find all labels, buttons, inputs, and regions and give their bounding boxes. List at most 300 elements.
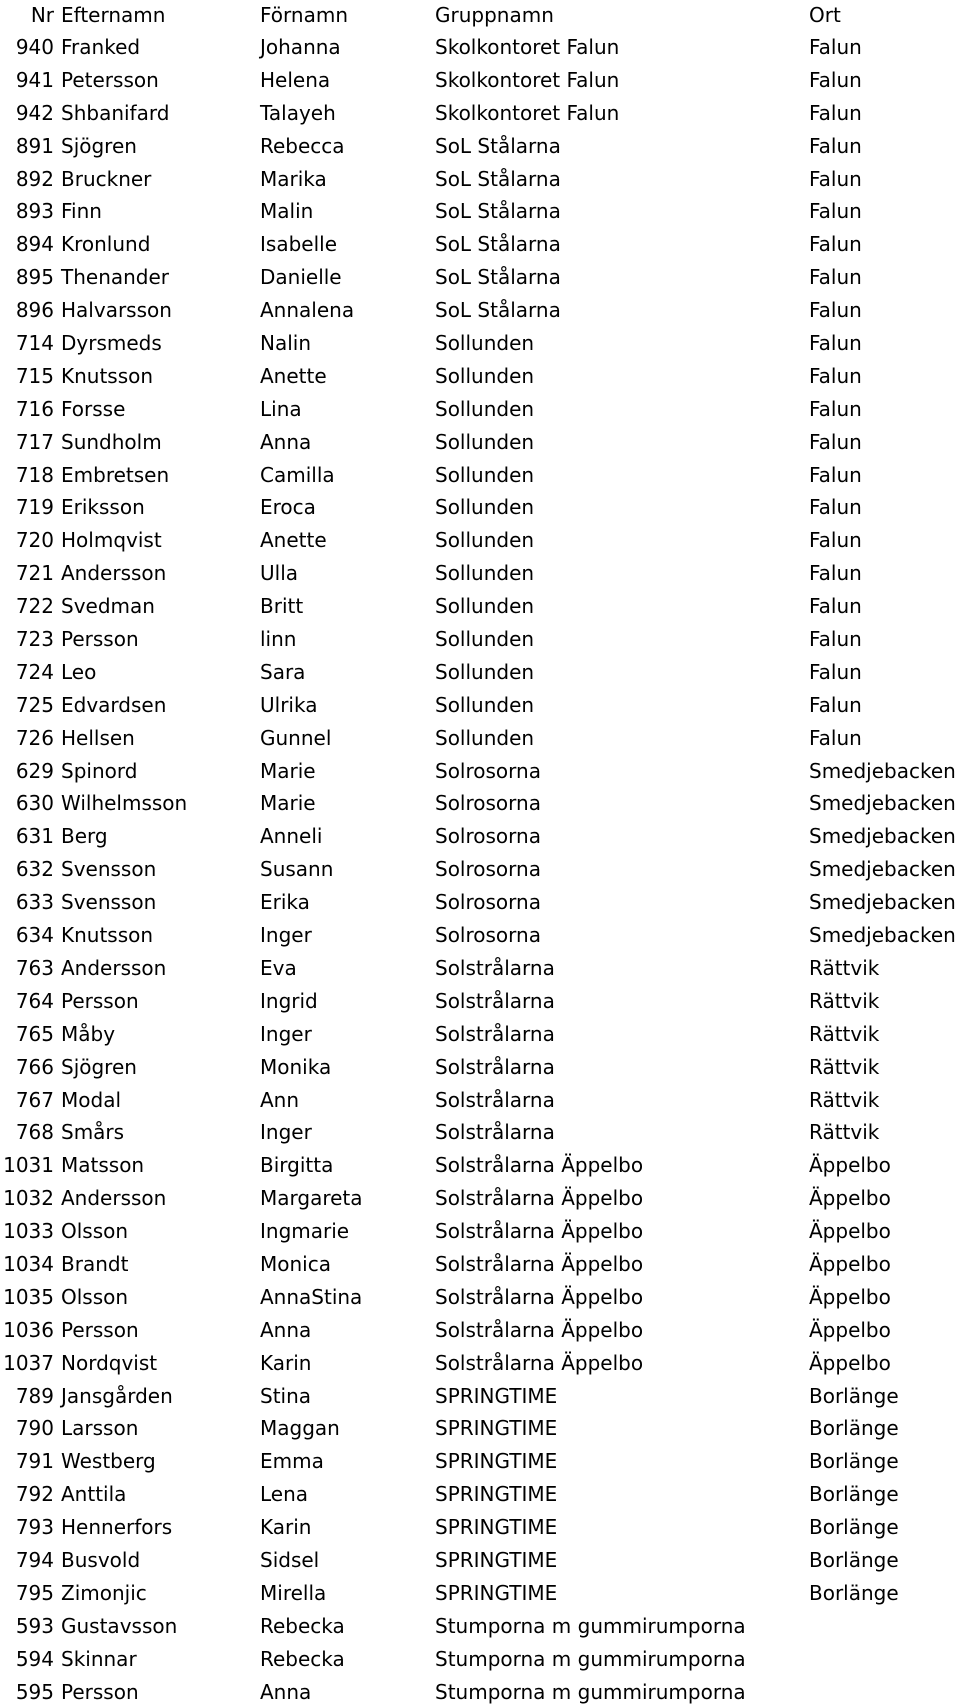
cell-fornamn: Inger <box>260 1120 312 1145</box>
cell-gruppnamn: Solstrålarna <box>435 1087 555 1112</box>
table-row <box>0 623 960 656</box>
cell-gruppnamn: SPRINGTIME <box>435 1482 558 1507</box>
cell-gruppnamn: SPRINGTIME <box>435 1416 558 1441</box>
cell-ort: Äppelbo <box>809 1284 891 1309</box>
cell-gruppnamn: Solstrålarna Äppelbo <box>435 1350 644 1375</box>
cell-efternamn: Busvold <box>61 1547 141 1572</box>
cell-ort: Äppelbo <box>809 1317 891 1342</box>
cell-fornamn: Eroca <box>260 495 316 520</box>
cell-ort: Rättvik <box>809 1021 880 1046</box>
cell-nr: 720 <box>15 528 54 553</box>
table-row <box>0 1281 960 1314</box>
table-row <box>0 722 960 755</box>
cell-nr: 941 <box>15 67 54 92</box>
cell-gruppnamn: Solstrålarna Äppelbo <box>435 1219 644 1244</box>
cell-efternamn: Persson <box>61 1679 139 1704</box>
cell-fornamn: Rebecka <box>260 1646 345 1671</box>
cell-fornamn: Lina <box>260 396 302 421</box>
cell-gruppnamn: Sollunden <box>435 561 535 586</box>
cell-nr: 723 <box>15 627 54 652</box>
cell-fornamn: Karin <box>260 1350 312 1375</box>
cell-fornamn: Johanna <box>260 35 341 59</box>
cell-ort: Äppelbo <box>809 1251 891 1276</box>
cell-ort: Rättvik <box>809 955 880 980</box>
cell-ort: Falun <box>809 133 862 158</box>
table-row <box>0 590 960 623</box>
cell-fornamn: linn <box>260 627 297 652</box>
cell-ort: Äppelbo <box>809 1186 891 1211</box>
cell-nr: 633 <box>15 890 54 915</box>
cell-gruppnamn: Solstrålarna Äppelbo <box>435 1186 644 1211</box>
cell-ort: Falun <box>809 495 862 520</box>
table-row <box>0 557 960 590</box>
cell-nr: 1036 <box>3 1317 54 1342</box>
cell-fornamn: Isabelle <box>260 232 337 257</box>
cell-gruppnamn: SoL Stålarna <box>435 232 561 257</box>
table-row <box>0 294 960 327</box>
table-row <box>0 886 960 919</box>
cell-fornamn: Eva <box>260 955 297 980</box>
table-row <box>0 1643 960 1676</box>
cell-efternamn: Zimonjic <box>61 1580 147 1605</box>
cell-nr: 716 <box>15 396 54 421</box>
cell-gruppnamn: SPRINGTIME <box>435 1547 558 1572</box>
table-row <box>0 261 960 294</box>
cell-efternamn: Svensson <box>61 857 157 882</box>
cell-ort: Borlänge <box>809 1416 899 1441</box>
cell-fornamn: Erika <box>260 890 310 915</box>
table-row <box>0 1116 960 1149</box>
cell-gruppnamn: Skolkontoret Falun <box>435 100 620 125</box>
cell-gruppnamn: Solstrålarna <box>435 988 555 1013</box>
cell-ort: Falun <box>809 692 862 717</box>
cell-fornamn: Maggan <box>260 1416 340 1441</box>
cell-gruppnamn: Solrosorna <box>435 923 541 948</box>
cell-gruppnamn: Sollunden <box>435 363 535 388</box>
cell-nr: 722 <box>15 594 54 619</box>
cell-gruppnamn: SPRINGTIME <box>435 1580 558 1605</box>
table-row <box>0 459 960 492</box>
cell-fornamn: Ulla <box>260 561 299 586</box>
cell-fornamn: Rebecka <box>260 1613 345 1638</box>
cell-fornamn: Camilla <box>260 462 335 487</box>
cell-fornamn: Britt <box>260 594 304 619</box>
cell-ort: Falun <box>809 429 862 454</box>
cell-nr: 1033 <box>3 1219 54 1244</box>
cell-nr: 634 <box>15 923 54 948</box>
cell-gruppnamn: Skolkontoret Falun <box>435 67 620 92</box>
cell-efternamn: Persson <box>61 988 139 1013</box>
table-row <box>0 787 960 820</box>
cell-efternamn: Forsse <box>61 396 126 421</box>
header-nr: Nr <box>30 3 54 27</box>
cell-efternamn: Holmqvist <box>61 528 162 553</box>
cell-nr: 717 <box>15 429 54 454</box>
table-row <box>0 1248 960 1281</box>
cell-gruppnamn: Solstrålarna <box>435 955 555 980</box>
cell-nr: 724 <box>15 659 54 684</box>
cell-nr: 768 <box>15 1120 54 1145</box>
cell-fornamn: AnnaStina <box>260 1284 363 1309</box>
table-row <box>0 853 960 886</box>
cell-gruppnamn: Sollunden <box>435 331 535 356</box>
cell-efternamn: Spinord <box>61 758 138 783</box>
cell-fornamn: Sidsel <box>260 1547 320 1572</box>
cell-efternamn: Westberg <box>61 1449 156 1474</box>
cell-efternamn: Franked <box>61 35 141 59</box>
cell-efternamn: Matsson <box>61 1153 145 1178</box>
cell-fornamn: Mirella <box>260 1580 327 1605</box>
cell-nr: 1034 <box>3 1251 54 1276</box>
cell-efternamn: Olsson <box>61 1219 129 1244</box>
cell-gruppnamn: Solstrålarna Äppelbo <box>435 1317 644 1342</box>
cell-nr: 594 <box>15 1646 54 1671</box>
cell-efternamn: Sundholm <box>61 429 162 454</box>
cell-ort: Falun <box>809 199 862 224</box>
cell-fornamn: Annalena <box>260 298 355 323</box>
cell-fornamn: Anna <box>260 429 312 454</box>
cell-gruppnamn: Solrosorna <box>435 791 541 816</box>
cell-fornamn: Birgitta <box>260 1153 334 1178</box>
cell-ort: Smedjebacken <box>809 791 956 816</box>
cell-fornamn: Emma <box>260 1449 324 1474</box>
cell-nr: 942 <box>15 100 54 125</box>
cell-gruppnamn: Solstrålarna <box>435 1054 555 1079</box>
cell-efternamn: Sjögren <box>61 1054 137 1079</box>
cell-efternamn: Edvardsen <box>61 692 167 717</box>
cell-efternamn: Wilhelmsson <box>61 791 188 816</box>
cell-nr: 765 <box>15 1021 54 1046</box>
cell-nr: 1031 <box>3 1153 54 1178</box>
table-row <box>0 919 960 952</box>
cell-nr: 893 <box>15 199 54 224</box>
cell-efternamn: Persson <box>61 1317 139 1342</box>
cell-ort: Falun <box>809 166 862 191</box>
cell-ort: Falun <box>809 659 862 684</box>
cell-fornamn: Susann <box>260 857 334 882</box>
table-row <box>0 426 960 459</box>
cell-efternamn: Eriksson <box>61 495 145 520</box>
cell-ort: Smedjebacken <box>809 890 956 915</box>
cell-ort: Rättvik <box>809 988 880 1013</box>
cell-fornamn: Anneli <box>260 824 323 849</box>
cell-gruppnamn: SoL Stålarna <box>435 298 561 323</box>
cell-ort: Äppelbo <box>809 1350 891 1375</box>
cell-fornamn: Malin <box>260 199 314 224</box>
table-row <box>0 31 960 64</box>
cell-efternamn: Hennerfors <box>61 1515 173 1540</box>
table-row <box>0 1314 960 1347</box>
cell-gruppnamn: Solrosorna <box>435 890 541 915</box>
cell-efternamn: Halvarsson <box>61 298 172 323</box>
cell-ort: Smedjebacken <box>809 923 956 948</box>
table-row <box>0 1478 960 1511</box>
table-row <box>0 1511 960 1544</box>
cell-gruppnamn: Sollunden <box>435 495 535 520</box>
cell-efternamn: Svensson <box>61 890 157 915</box>
cell-fornamn: Inger <box>260 1021 312 1046</box>
cell-nr: 794 <box>15 1547 54 1572</box>
cell-gruppnamn: Sollunden <box>435 429 535 454</box>
cell-ort: Smedjebacken <box>809 857 956 882</box>
cell-fornamn: Marie <box>260 791 316 816</box>
cell-efternamn: Kronlund <box>61 232 151 257</box>
cell-fornamn: Helena <box>260 67 331 92</box>
cell-efternamn: Andersson <box>61 955 167 980</box>
cell-efternamn: Bruckner <box>61 166 152 191</box>
cell-ort: Borlänge <box>809 1515 899 1540</box>
cell-gruppnamn: Sollunden <box>435 725 535 750</box>
table-row <box>0 656 960 689</box>
cell-fornamn: Margareta <box>260 1186 363 1211</box>
cell-nr: 791 <box>15 1449 54 1474</box>
cell-ort: Rättvik <box>809 1087 880 1112</box>
cell-efternamn: Andersson <box>61 1186 167 1211</box>
cell-efternamn: Shbanifard <box>61 100 170 125</box>
cell-nr: 764 <box>15 988 54 1013</box>
cell-nr: 719 <box>15 495 54 520</box>
cell-efternamn: Modal <box>61 1087 121 1112</box>
cell-nr: 718 <box>15 462 54 487</box>
table-row <box>0 689 960 722</box>
cell-nr: 726 <box>15 725 54 750</box>
table-body <box>0 31 960 1708</box>
table-row <box>0 195 960 228</box>
table-row <box>0 1084 960 1117</box>
cell-efternamn: Sjögren <box>61 133 137 158</box>
cell-fornamn: Anette <box>260 363 327 388</box>
cell-gruppnamn: Sollunden <box>435 594 535 619</box>
cell-gruppnamn: Sollunden <box>435 462 535 487</box>
cell-efternamn: Knutsson <box>61 923 154 948</box>
cell-fornamn: Gunnel <box>260 725 332 750</box>
cell-efternamn: Hellsen <box>61 725 135 750</box>
cell-efternamn: Knutsson <box>61 363 154 388</box>
cell-efternamn: Gustavsson <box>61 1613 178 1638</box>
cell-nr: 630 <box>15 791 54 816</box>
cell-fornamn: Monika <box>260 1054 332 1079</box>
table-row <box>0 1412 960 1445</box>
cell-nr: 721 <box>15 561 54 586</box>
cell-fornamn: Ann <box>260 1087 300 1112</box>
cell-gruppnamn: Sollunden <box>435 528 535 553</box>
cell-nr: 767 <box>15 1087 54 1112</box>
cell-nr: 795 <box>15 1580 54 1605</box>
table-row <box>0 228 960 261</box>
cell-ort: Borlänge <box>809 1449 899 1474</box>
cell-efternamn: Måby <box>61 1021 116 1046</box>
cell-ort: Falun <box>809 298 862 323</box>
cell-efternamn: Smårs <box>61 1120 125 1145</box>
cell-gruppnamn: SoL Stålarna <box>435 166 561 191</box>
cell-efternamn: Skinnar <box>61 1646 137 1671</box>
table-row <box>0 1149 960 1182</box>
cell-nr: 1032 <box>3 1186 54 1211</box>
cell-ort: Rättvik <box>809 1120 880 1145</box>
cell-fornamn: Ingmarie <box>260 1219 350 1244</box>
cell-nr: 763 <box>15 955 54 980</box>
table-row <box>0 327 960 360</box>
cell-gruppnamn: SoL Stålarna <box>435 265 561 290</box>
cell-nr: 792 <box>15 1482 54 1507</box>
cell-nr: 632 <box>15 857 54 882</box>
header-gruppnamn: Gruppnamn <box>435 3 554 27</box>
cell-efternamn: Finn <box>61 199 102 224</box>
cell-fornamn: Ingrid <box>260 988 318 1013</box>
cell-efternamn: Persson <box>61 627 139 652</box>
table-row <box>0 360 960 393</box>
cell-gruppnamn: Solstrålarna Äppelbo <box>435 1153 644 1178</box>
cell-efternamn: Petersson <box>61 67 159 92</box>
cell-fornamn: Ulrika <box>260 692 318 717</box>
cell-fornamn: Inger <box>260 923 312 948</box>
table-row <box>0 1215 960 1248</box>
cell-nr: 629 <box>15 758 54 783</box>
cell-gruppnamn: SPRINGTIME <box>435 1449 558 1474</box>
table-row <box>0 1347 960 1380</box>
cell-ort: Borlänge <box>809 1547 899 1572</box>
table-row <box>0 1445 960 1478</box>
cell-nr: 895 <box>15 265 54 290</box>
cell-efternamn: Larsson <box>61 1416 139 1441</box>
cell-ort: Borlänge <box>809 1580 899 1605</box>
cell-fornamn: Karin <box>260 1515 312 1540</box>
cell-ort: Falun <box>809 265 862 290</box>
cell-fornamn: Marie <box>260 758 316 783</box>
cell-efternamn: Andersson <box>61 561 167 586</box>
cell-nr: 789 <box>15 1383 54 1408</box>
cell-fornamn: Marika <box>260 166 327 191</box>
cell-nr: 714 <box>15 331 54 356</box>
cell-nr: 595 <box>15 1679 54 1704</box>
cell-fornamn: Lena <box>260 1482 309 1507</box>
table-row <box>0 1051 960 1084</box>
cell-fornamn: Anna <box>260 1679 312 1704</box>
cell-gruppnamn: Solstrålarna Äppelbo <box>435 1251 644 1276</box>
cell-gruppnamn: Solstrålarna <box>435 1120 555 1145</box>
cell-nr: 793 <box>15 1515 54 1540</box>
table-row <box>0 491 960 524</box>
cell-ort: Borlänge <box>809 1383 899 1408</box>
cell-fornamn: Sara <box>260 659 306 684</box>
cell-ort: Falun <box>809 363 862 388</box>
cell-efternamn: Jansgården <box>61 1383 173 1408</box>
cell-ort: Falun <box>809 67 862 92</box>
table-row <box>0 163 960 196</box>
table-row <box>0 755 960 788</box>
cell-gruppnamn: SoL Stålarna <box>435 199 561 224</box>
cell-efternamn: Berg <box>61 824 108 849</box>
cell-efternamn: Brandt <box>61 1251 129 1276</box>
cell-nr: 593 <box>15 1613 54 1638</box>
cell-nr: 894 <box>15 232 54 257</box>
cell-fornamn: Stina <box>260 1383 312 1408</box>
cell-fornamn: Anette <box>260 528 327 553</box>
cell-ort: Falun <box>809 594 862 619</box>
cell-ort: Falun <box>809 100 862 125</box>
cell-gruppnamn: Sollunden <box>435 627 535 652</box>
header-ort: Ort <box>809 3 841 27</box>
table-header <box>0 0 960 31</box>
header-efternamn: Efternamn <box>61 3 166 27</box>
cell-fornamn: Monica <box>260 1251 331 1276</box>
cell-fornamn: Anna <box>260 1317 312 1342</box>
cell-ort: Smedjebacken <box>809 758 956 783</box>
table-row <box>0 1577 960 1610</box>
table-row <box>0 130 960 163</box>
cell-nr: 1035 <box>3 1284 54 1309</box>
table-row <box>0 393 960 426</box>
table-row <box>0 64 960 97</box>
cell-gruppnamn: Solstrålarna <box>435 1021 555 1046</box>
cell-fornamn: Danielle <box>260 265 342 290</box>
cell-ort: Smedjebacken <box>809 824 956 849</box>
cell-ort: Falun <box>809 528 862 553</box>
cell-fornamn: Talayeh <box>260 100 336 125</box>
cell-nr: 1037 <box>3 1350 54 1375</box>
table-row <box>0 1182 960 1215</box>
cell-gruppnamn: Sollunden <box>435 659 535 684</box>
cell-efternamn: Nordqvist <box>61 1350 158 1375</box>
cell-ort: Äppelbo <box>809 1219 891 1244</box>
cell-efternamn: Dyrsmeds <box>61 331 162 356</box>
cell-nr: 891 <box>15 133 54 158</box>
cell-efternamn: Embretsen <box>61 462 170 487</box>
cell-gruppnamn: Solrosorna <box>435 758 541 783</box>
cell-fornamn: Rebecca <box>260 133 345 158</box>
cell-nr: 790 <box>15 1416 54 1441</box>
cell-ort: Falun <box>809 35 862 59</box>
cell-ort: Falun <box>809 232 862 257</box>
table-row <box>0 1610 960 1643</box>
cell-efternamn: Anttila <box>61 1482 127 1507</box>
cell-efternamn: Thenander <box>61 265 170 290</box>
cell-gruppnamn: Solrosorna <box>435 857 541 882</box>
cell-gruppnamn: Stumporna m gummirumporna <box>435 1679 746 1704</box>
table-row <box>0 97 960 130</box>
table-row <box>0 820 960 853</box>
cell-gruppnamn: SPRINGTIME <box>435 1515 558 1540</box>
cell-ort: Falun <box>809 627 862 652</box>
cell-nr: 715 <box>15 363 54 388</box>
cell-nr: 940 <box>15 35 54 59</box>
cell-ort: Falun <box>809 725 862 750</box>
cell-gruppnamn: Solstrålarna Äppelbo <box>435 1284 644 1309</box>
cell-gruppnamn: SoL Stålarna <box>435 133 561 158</box>
cell-ort: Falun <box>809 462 862 487</box>
cell-gruppnamn: Sollunden <box>435 396 535 421</box>
table-row <box>0 952 960 985</box>
cell-gruppnamn: Stumporna m gummirumporna <box>435 1613 746 1638</box>
cell-ort: Borlänge <box>809 1482 899 1507</box>
cell-ort: Falun <box>809 396 862 421</box>
cell-nr: 766 <box>15 1054 54 1079</box>
table-row <box>0 1018 960 1051</box>
cell-efternamn: Olsson <box>61 1284 129 1309</box>
cell-efternamn: Svedman <box>61 594 155 619</box>
header-fornamn: Förnamn <box>260 3 348 27</box>
cell-nr: 631 <box>15 824 54 849</box>
table-row <box>0 1380 960 1413</box>
cell-gruppnamn: Sollunden <box>435 692 535 717</box>
cell-ort: Äppelbo <box>809 1153 891 1178</box>
cell-nr: 896 <box>15 298 54 323</box>
cell-fornamn: Nalin <box>260 331 312 356</box>
cell-ort: Falun <box>809 561 862 586</box>
cell-gruppnamn: Stumporna m gummirumporna <box>435 1646 746 1671</box>
cell-nr: 892 <box>15 166 54 191</box>
cell-gruppnamn: Solrosorna <box>435 824 541 849</box>
